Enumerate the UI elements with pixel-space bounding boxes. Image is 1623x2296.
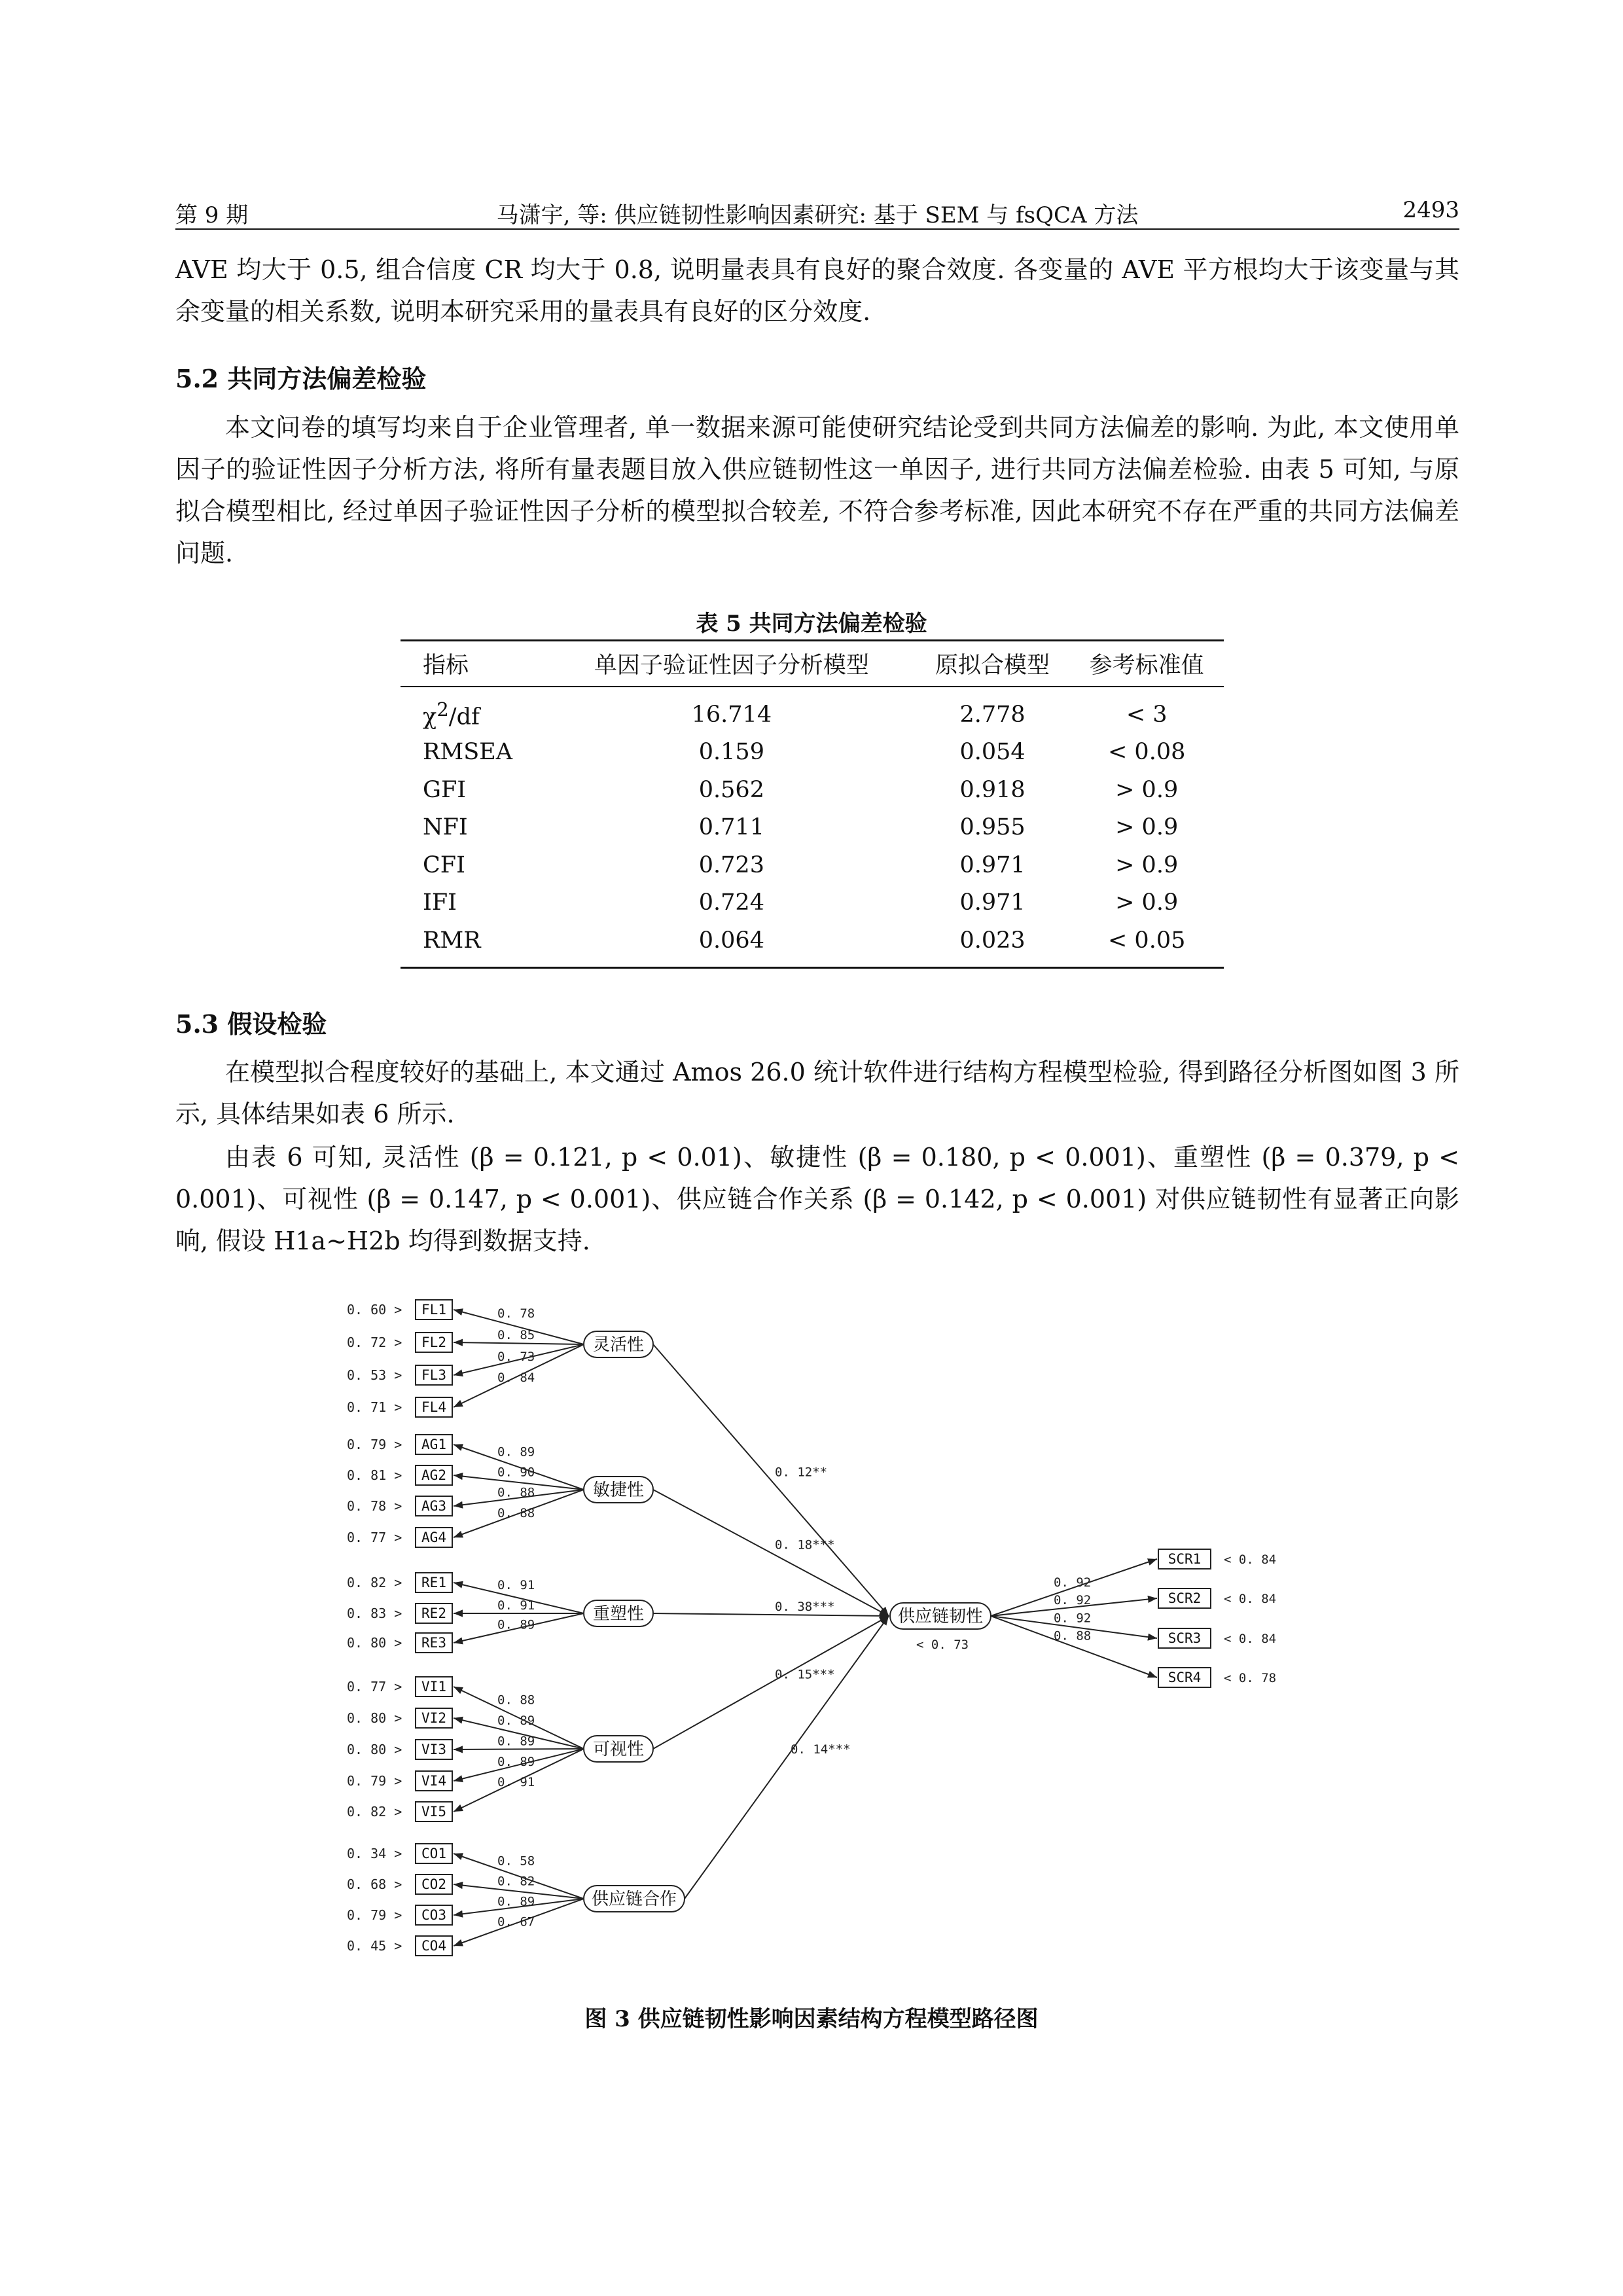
latent-factor-label: 灵活性 (592, 1335, 645, 1355)
outcome-indicator-label: SCR2 (1168, 1590, 1202, 1606)
table-row (401, 922, 1224, 967)
structural-path-arrow (685, 1616, 889, 1899)
loading-label: 0. 85 (497, 1328, 535, 1343)
indicator-label: VI4 (421, 1773, 446, 1789)
cell-standard: < 0.08 (1107, 739, 1186, 766)
error-variance-label: 0. 80 > (347, 1710, 402, 1726)
path-coefficient-label: 0. 18*** (775, 1537, 835, 1552)
error-variance-label: 0. 82 > (347, 1575, 402, 1590)
indicator-label: FL1 (421, 1302, 446, 1318)
error-variance-label: 0. 34 > (347, 1846, 402, 1861)
latent-factor-label: 重塑性 (592, 1604, 645, 1624)
outcome-loading-label: 0. 92 (1054, 1575, 1092, 1590)
structural-path-arrow (653, 1613, 889, 1616)
sem-path-diagram (340, 1293, 1296, 1980)
structural-path-arrow (653, 1344, 889, 1616)
cell-original: 0.918 (959, 776, 1026, 803)
structural-path-arrow (653, 1616, 889, 1749)
r-squared-label: < 0. 73 (916, 1638, 969, 1652)
intro-paragraph: AVE 均大于 0.5, 组合信度 CR 均大于 0.8, 说明量表具有良好的聚合效度. 各变量的 AVE 平方根均大于该变量与其余变量的相关系数, 说明本研究采用的量表具有良好的区分效度. (175, 255, 1459, 326)
error-variance-label: 0. 53 > (347, 1367, 402, 1383)
path-coefficient-label: 0. 12** (775, 1465, 828, 1480)
cell-standard: < 3 (1126, 701, 1168, 728)
loading-label: 0. 89 (497, 1755, 535, 1770)
outcome-loading-label: 0. 92 (1054, 1611, 1092, 1626)
loading-label: 0. 58 (497, 1854, 535, 1869)
loading-label: 0. 82 (497, 1874, 535, 1889)
loading-label: 0. 91 (497, 1598, 535, 1613)
loading-label: 0. 91 (497, 1775, 535, 1790)
indicator-label: VI2 (421, 1710, 446, 1726)
error-variance-label: 0. 78 > (347, 1498, 402, 1514)
cell-original: 0.955 (959, 814, 1026, 841)
cell-metric: CFI (423, 852, 465, 878)
running-title: 马潇宇, 等: 供应链韧性影响因素研究: 基于 SEM 与 fsQCA 方法 (496, 202, 1139, 228)
indicator-label: FL2 (421, 1335, 446, 1350)
indicator-label: FL3 (421, 1367, 446, 1383)
table-row (401, 687, 1224, 734)
cell-standard: > 0.9 (1115, 889, 1179, 916)
cell-single: 0.724 (698, 889, 764, 916)
indicator-label: VI5 (421, 1804, 446, 1820)
loading-label: 0. 78 (497, 1306, 535, 1321)
cell-original: 0.971 (959, 889, 1026, 916)
loading-arrow (454, 1342, 584, 1344)
outcome-error-label: < 0. 78 (1224, 1671, 1277, 1685)
path-coefficient-label: 0. 15*** (775, 1667, 835, 1682)
loading-label: 0. 89 (497, 1894, 535, 1909)
indicator-label: AG4 (421, 1530, 446, 1545)
table-row (401, 884, 1224, 922)
error-variance-label: 0. 80 > (347, 1635, 402, 1651)
indicator-label: AG3 (421, 1498, 446, 1514)
outcome-indicator-label: SCR1 (1168, 1551, 1202, 1567)
outcome-label: 供应链韧性 (897, 1607, 984, 1626)
section-5-3-paragraph-1: 在模型拟合程度较好的基础上, 本文通过 Amos 26.0 统计软件进行结构方程模型检验, 得到路径分析图如图 3 所示, 具体结果如表 6 所示. (175, 1058, 1459, 1128)
structural-path-arrow (653, 1490, 889, 1616)
indicator-label: AG2 (421, 1467, 446, 1483)
table-row (401, 771, 1224, 809)
outcome-loading-label: 0. 88 (1054, 1628, 1092, 1643)
outcome-error-label: < 0. 84 (1224, 1632, 1277, 1646)
cell-standard: < 0.05 (1107, 927, 1186, 954)
indicator-label: CO1 (421, 1846, 446, 1861)
cell-original: 0.054 (959, 739, 1026, 766)
section-heading-5-3: 5.3 假设检验 (175, 1009, 327, 1039)
loading-label: 0. 88 (497, 1505, 535, 1520)
path-coefficient-label: 0. 38*** (775, 1600, 835, 1614)
error-variance-label: 0. 79 > (347, 1907, 402, 1923)
cell-original: 0.023 (959, 927, 1026, 954)
error-variance-label: 0. 60 > (347, 1302, 402, 1318)
indicator-label: FL4 (421, 1399, 446, 1415)
cell-single: 16.714 (691, 701, 772, 728)
error-variance-label: 0. 77 > (347, 1530, 402, 1545)
cell-standard: > 0.9 (1115, 852, 1179, 878)
error-variance-label: 0. 80 > (347, 1742, 402, 1757)
latent-factor-label: 敏捷性 (592, 1480, 645, 1500)
table-row (401, 734, 1224, 772)
loading-label: 0. 89 (497, 1444, 535, 1460)
col-header: 原拟合模型 (916, 641, 1070, 687)
loading-label: 0. 73 (497, 1349, 535, 1364)
cell-single: 0.711 (698, 814, 764, 841)
col-header: 指标 (401, 641, 548, 687)
loading-label: 0. 89 (497, 1713, 535, 1729)
outcome-loading-label: 0. 92 (1054, 1592, 1092, 1607)
error-variance-label: 0. 82 > (347, 1804, 402, 1820)
error-variance-label: 0. 45 > (347, 1938, 402, 1954)
error-variance-label: 0. 83 > (347, 1605, 402, 1621)
error-variance-label: 0. 72 > (347, 1335, 402, 1350)
loading-label: 0. 88 (497, 1485, 535, 1500)
cell-standard: > 0.9 (1115, 776, 1179, 803)
latent-factor-label: 供应链合作 (591, 1890, 677, 1909)
error-variance-label: 0. 81 > (347, 1467, 402, 1483)
section-5-2-paragraph: 本文问卷的填写均来自于企业管理者, 单一数据来源可能使研究结论受到共同方法偏差的影响. 为此, 本文使用单因子的验证性因子分析方法, 将所有量表题目放入供应链韧性这一单因子, 进行共同方法偏差检验. 由表 5 可知, 与原拟合模型相比, 经过单因子验证性因子分析的模型拟合较差, 不符合参考标准, 因此本研究不存在严重的共同方法偏差问题. (175, 413, 1459, 567)
error-variance-label: 0. 68 > (347, 1876, 402, 1892)
cell-original: 0.971 (959, 852, 1026, 878)
cell-single: 0.723 (698, 852, 764, 878)
outcome-indicator-label: SCR4 (1168, 1670, 1202, 1685)
path-coefficient-label: 0. 14*** (791, 1742, 851, 1757)
cell-metric: RMR (423, 927, 481, 954)
error-variance-label: 0. 79 > (347, 1437, 402, 1452)
cell-standard: > 0.9 (1115, 814, 1179, 841)
indicator-label: CO2 (421, 1876, 446, 1892)
indicator-label: CO3 (421, 1907, 446, 1923)
loading-label: 0. 84 (497, 1371, 535, 1386)
error-variance-label: 0. 77 > (347, 1679, 402, 1695)
indicator-label: VI3 (421, 1742, 446, 1757)
cell-metric: GFI (423, 776, 467, 803)
cell-metric: IFI (423, 889, 457, 916)
cell-single: 0.159 (698, 739, 764, 766)
indicator-label: CO4 (421, 1938, 446, 1954)
table-header-row (401, 641, 1224, 687)
outcome-indicator-label: SCR3 (1168, 1630, 1202, 1646)
cell-single: 0.562 (698, 776, 764, 803)
loading-label: 0. 89 (497, 1617, 535, 1632)
loading-label: 0. 88 (497, 1693, 535, 1708)
indicator-label: VI1 (421, 1679, 446, 1695)
cell-original: 2.778 (959, 701, 1026, 728)
section-5-3-paragraph-2: 由表 6 可知, 灵活性 (β = 0.121, p < 0.01)、敏捷性 (β = 0.180, p < 0.001)、重塑性 (β = 0.379, p < 0.001)、可视性 (β = 0.147, p < 0.001)、供应链合作关系 (β = 0.142, p < 0.001) 对供应链韧性有显著正向影响, 假设 H1a∼H2b 均得到数据支持. (175, 1143, 1459, 1255)
page-number: 2493 (1402, 197, 1459, 223)
table-row (401, 846, 1224, 884)
col-header: 参考标准值 (1069, 641, 1224, 687)
table-5 (401, 639, 1224, 969)
outcome-error-label: < 0. 84 (1224, 1592, 1277, 1606)
running-header (175, 194, 1459, 230)
cell-single: 0.064 (698, 927, 764, 954)
indicator-label: AG1 (421, 1437, 446, 1452)
indicator-label: RE2 (421, 1605, 446, 1621)
cell-metric: NFI (423, 814, 468, 841)
error-variance-label: 0. 71 > (347, 1399, 402, 1415)
loading-label: 0. 89 (497, 1734, 535, 1749)
section-heading-5-2: 5.2 共同方法偏差检验 (175, 364, 427, 393)
table-caption: 表 5 共同方法偏差检验 (696, 611, 927, 637)
cell-metric: RMSEA (423, 739, 512, 766)
outcome-error-label: < 0. 84 (1224, 1552, 1277, 1567)
latent-factor-label: 可视性 (592, 1740, 645, 1759)
indicator-label: RE1 (421, 1575, 446, 1590)
table-row (401, 809, 1224, 847)
loading-label: 0. 67 (497, 1914, 535, 1929)
col-header: 单因子验证性因子分析模型 (548, 641, 916, 687)
loading-label: 0. 90 (497, 1465, 535, 1480)
error-variance-label: 0. 79 > (347, 1773, 402, 1789)
indicator-label: RE3 (421, 1635, 446, 1651)
figure-caption: 图 3 供应链韧性影响因素结构方程模型路径图 (584, 2006, 1039, 2032)
cell-metric: $\chi^2/df$ (423, 698, 480, 731)
issue-label: 第 9 期 (175, 202, 249, 228)
loading-label: 0. 91 (497, 1578, 535, 1593)
